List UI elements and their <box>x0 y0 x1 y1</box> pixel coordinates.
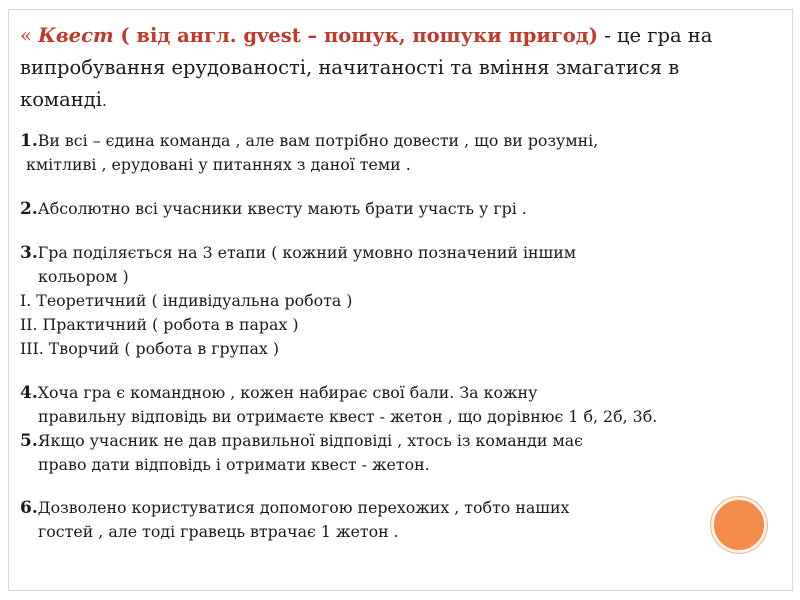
slide-content <box>20 20 750 544</box>
rule-6-text: Дозволено користуватися допомогою перехожих , тобто наших <box>37 498 570 517</box>
stage-1: I. Теоретичний ( індивідуальна робота ) <box>20 291 353 310</box>
rule-2-text: Абсолютно всі учасники квесту мають брати участь у грі . <box>37 199 527 218</box>
rule-1-line <box>20 129 750 153</box>
rule-3-text: Гра поділяється на 3 етапи ( кожний умовно позначений іншим <box>37 243 577 262</box>
quest-term: Квест <box>38 24 114 47</box>
rule-4-text: Хоча гра є командною , кожен набирає свої бали. За кожну <box>37 383 538 402</box>
rule-4-line <box>20 381 750 405</box>
rule-3-line <box>20 241 750 265</box>
rule-3-number: 3. <box>20 243 38 263</box>
rule-6-number: 6. <box>20 498 38 518</box>
rule-5-number: 5. <box>20 431 38 451</box>
rule-1-text: Ви всі – єдина команда , але вам потрібно довести , що ви розумні, <box>37 131 599 150</box>
rule-4-number: 4. <box>20 383 38 403</box>
rule-5-text: Якщо учасник не дав правильної відповіді , хтось із команди має <box>37 431 584 450</box>
intro-paragraph <box>20 20 750 117</box>
quest-etymology: ( від англ. gvest – пошук, пошуки пригод) <box>113 24 599 47</box>
rule-3-continuation: кольором ) <box>38 267 129 286</box>
rule-1-number: 1. <box>20 131 38 151</box>
rule-5-continuation: право дати відповідь і отримати квест - жетон. <box>38 455 430 474</box>
rule-4-continuation: правильну відповідь ви отримаєте квест - жетон , що дорівнює 1 б, 2б, 3б. <box>38 407 658 426</box>
stage-3: III. Творчий ( робота в групах ) <box>20 339 279 358</box>
opening-quote-mark: « <box>20 24 39 47</box>
rule-6-line <box>20 496 750 520</box>
stage-2: II. Практичний ( робота в парах ) <box>20 315 299 334</box>
rule-5-line <box>20 429 750 453</box>
rules-list <box>20 129 750 544</box>
rule-6-continuation: гостей , але тоді гравець втрачає 1 жетон . <box>38 522 399 541</box>
intro-definition: - це гра на випробування ерудованості, начитаності та вміння змагатися в команді <box>20 24 713 111</box>
rule-2-number: 2. <box>20 199 38 219</box>
decorative-orange-circle <box>711 497 767 553</box>
rule-1-continuation: кмітливі , ерудовані у питаннях з даної теми . <box>26 155 411 174</box>
rule-2-line <box>20 197 750 221</box>
intro-end-dot: . <box>101 92 107 110</box>
